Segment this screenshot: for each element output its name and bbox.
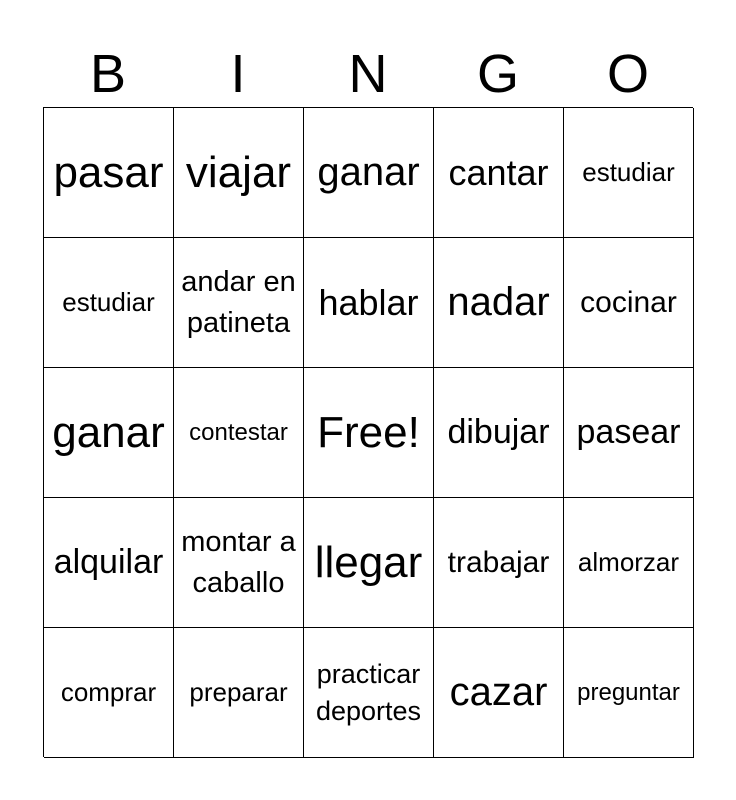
cell-word: dibujar — [447, 413, 550, 451]
cell-word: estudiar — [62, 287, 155, 317]
bingo-header — [43, 42, 693, 106]
bingo-cell[interactable] — [304, 368, 434, 498]
header-letter-g: G — [476, 44, 519, 104]
cell-word: cazar — [449, 670, 548, 714]
bingo-cell[interactable] — [44, 498, 174, 628]
bingo-cell[interactable] — [564, 108, 694, 238]
cell-word: pasar — [53, 147, 164, 197]
cell-word: pasear — [576, 413, 681, 451]
cell-word: andar en patineta — [181, 265, 296, 339]
bingo-cell[interactable] — [564, 238, 694, 368]
cell-word: practicar deportes — [315, 658, 422, 726]
header-letter-b: B — [89, 44, 127, 104]
bingo-cell[interactable] — [174, 628, 304, 758]
bingo-cell[interactable] — [174, 368, 304, 498]
cell-word: preguntar — [577, 678, 680, 706]
free-space: Free! — [317, 407, 420, 457]
bingo-cell[interactable] — [44, 108, 174, 238]
cell-word: hablar — [318, 281, 419, 323]
cell-word: trabajar — [447, 545, 550, 579]
bingo-cell[interactable] — [44, 628, 174, 758]
cell-word: estudiar — [582, 157, 675, 187]
bingo-cell[interactable] — [44, 368, 174, 498]
cell-word: ganar — [317, 150, 420, 194]
bingo-cell[interactable] — [304, 108, 434, 238]
cell-word: comprar — [60, 677, 157, 707]
cell-word: viajar — [185, 147, 292, 197]
bingo-cell[interactable] — [174, 108, 304, 238]
bingo-cell[interactable] — [304, 238, 434, 368]
bingo-cell[interactable] — [434, 368, 564, 498]
cell-word: alquilar — [53, 543, 164, 581]
cell-word: cocinar — [580, 285, 677, 319]
cell-word: contestar — [189, 418, 288, 446]
bingo-cell[interactable] — [174, 238, 304, 368]
cell-word: nadar — [447, 280, 550, 324]
bingo-cell[interactable] — [434, 238, 564, 368]
bingo-cell[interactable] — [564, 498, 694, 628]
header-letter-i: I — [230, 44, 246, 104]
bingo-cell[interactable] — [434, 498, 564, 628]
bingo-cell[interactable] — [434, 628, 564, 758]
header-letter-o: O — [606, 44, 649, 104]
bingo-cell[interactable] — [434, 108, 564, 238]
cell-word: cantar — [448, 151, 549, 193]
bingo-cell[interactable] — [304, 628, 434, 758]
cell-word: ganar — [52, 407, 165, 457]
cell-word: montar a caballo — [181, 525, 296, 599]
bingo-cell[interactable] — [304, 498, 434, 628]
bingo-cell[interactable] — [564, 368, 694, 498]
cell-word: preparar — [189, 677, 288, 707]
bingo-cell[interactable] — [174, 498, 304, 628]
header-letter-n: N — [348, 44, 388, 104]
bingo-cell[interactable] — [44, 238, 174, 368]
cell-word: llegar — [314, 537, 423, 587]
cell-word: almorzar — [577, 547, 680, 577]
bingo-grid — [43, 107, 693, 757]
bingo-cell[interactable] — [564, 628, 694, 758]
